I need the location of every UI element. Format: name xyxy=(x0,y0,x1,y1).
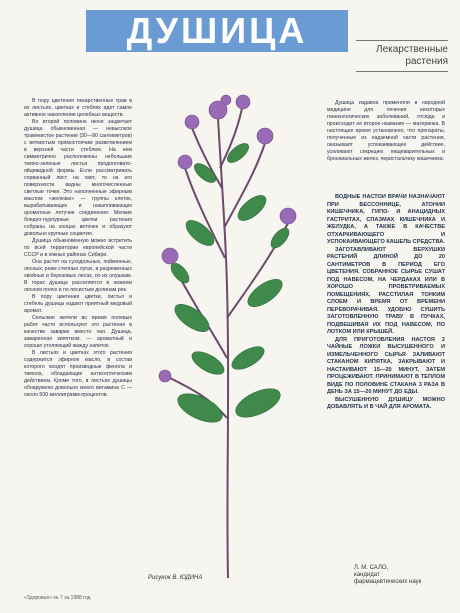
illustration-caption: Рисунок В. ЮДИНА xyxy=(148,575,203,581)
caps-paragraph: ВЫСУШЕННУЮ ДУШИЦУ МОЖНО ДОБАВЛЯТЬ И В ЧАЙ ДЛЯ АРОМАТА. xyxy=(327,396,445,410)
left-paragraph: В листьях и цветках этого растения содержится эфирное масло, в состав которого входят производные фенола и тимола, обладающие антисептическим действием. Кроме того, в листьях душицы обнаружено довольно много витамина С — около 500 миллиграмм-процентов. xyxy=(24,350,132,398)
right-paragraph: Душица издавна применяли в народной медицине для лечения некоторых гинекологических заболеваний, отсюда и происходит ее второе название — материнка. В настоящее время установлено, что препараты, полученные из надземной части растения, оказывают успокаивающее действие, усиливают секрецию пищеварительных и бронхиальных желез, перистальтику кишечника. xyxy=(327,100,445,162)
left-paragraph: Душица обыкновенную можно встретить по всей территории европейской части СССР и в южных районах Сибири. xyxy=(24,238,132,258)
right-column-caps xyxy=(327,194,445,412)
caps-paragraph: ВОДНЫЕ НАСТОИ ВРАЧИ НАЗНАЧАЮТ ПРИ БЕССОННИЦЕ, АТОНИИ КИШЕЧНИКА, ГИПО- И АНАЦИДНЫХ ГАСТРИТАХ, СПАЗМАХ КИШЕЧНИКА И ЖЕЛУДКА, А ТАКЖЕ В КАЧЕСТВЕ ОТХАРКИВАЮЩЕГО И УСПОКАИВАЮЩЕГО КАШЕЛЬ СРЕДСТВА. xyxy=(327,194,445,245)
oregano-illustration xyxy=(130,58,325,588)
right-column-intro xyxy=(327,100,445,163)
left-paragraph: В пору цветения цветки, листья и стебель душицы издают приятный медовый аромат. xyxy=(24,294,132,314)
plant-stems xyxy=(170,108,288,578)
left-paragraph: Она растет на суходольных, пойменных, лесных, реже степных лугах, в разреженных хвойных и березовых лесах, по их опушкам. В горах душица расселяется в нижнем лесном поясе и по лесистым долинам рек. xyxy=(24,259,132,293)
author-field: фармацевтических наук xyxy=(354,579,422,585)
left-paragraph: Во второй половине июня зацветает душица обыкновенная — невысокое травянистое растение (30—90 сантиметров) с ветвистым прямостоячим разветвлением в верхней части стеблем. На нем симметрично расположены небольшие темно-зеленые листья продолговато-яйцевидной формы. Если рассматривать сорванный лист на свет, то на его поверхности видны многочисленные светлые точки. Это наполненные эфирным маслом «железки» — группы клеток, вырабатывающих и накапливающих ароматные летучие соединения. Мелкие бледно-пурпурные цветки растения собраны на концах веточек и образуют довольно крупные соцветия. xyxy=(24,119,132,237)
rubric-label xyxy=(356,40,448,72)
rubric-line-1: Лекарственные xyxy=(376,44,448,55)
rubric-line-2: растения xyxy=(405,56,448,67)
left-paragraph: Сельские жители во время полевых работ часто используют это растение в качестве заварки вместо чая. Душица, заваренная кипятком, — ароматный и хорошо утоляющий жажду напиток. xyxy=(24,315,132,349)
author-name: Л. М. САЛО, xyxy=(354,565,389,571)
source-footer: «Здоровье» № 7 за 1988 год xyxy=(24,595,91,601)
plant-leaves xyxy=(168,140,293,428)
title-banner xyxy=(86,10,348,52)
left-column xyxy=(24,98,132,399)
author-degree: кандидат xyxy=(354,572,380,578)
page-title: ДУШИЦА xyxy=(126,10,308,51)
author-signature xyxy=(354,565,446,586)
caps-paragraph: ЗАГОТАВЛИВАЮТ ВЕРХУШКИ РАСТЕНИЙ ДЛИНОЙ ДО 20 САНТИМЕТРОВ В ПЕРИОД ЕГО ЦВЕТЕНИЯ. СОБРАННОЕ СЫРЬЕ СУШАТ ПОД НАВЕСОМ, НА ЧЕРДАКАХ ИЛИ В ХОРОШО ПРОВЕТРИВАЕМЫХ ПОМЕЩЕНИЯХ, РАССТИЛАЯ ТОНКИМ СЛОЕМ И ВРЕМЯ ОТ ВРЕМЕНИ ПЕРЕВОРАЧИВАЯ. УДОБНО СУШИТЬ ЗАГОТОВЛЕННУЮ ТРАВУ В ПУЧКАХ, ПОДВЕШИВАЯ ИХ ПОД НАВЕСОМ, ПО ЛОТКОМ ИЛИ КРЫШЕЙ. xyxy=(327,246,445,335)
left-paragraph: В пору цветения лекарственных трав в их листьях, цветках и стеблях идет самое активное накопление целебных веществ. xyxy=(24,98,132,118)
caps-paragraph: ДЛЯ ПРИГОТОВЛЕНИЯ НАСТОЯ 2 ЧАЙНЫЕ ЛОЖКИ ВЫСУШЕННОГО И ИЗМЕЛЬЧЕННОГО СЫРЬЯ ЗАЛИВАЮТ СТАКАНОМ КИПЯТКА, ЗАКРЫВАЮТ И НАСТАИВАЮТ 15—20 МИНУТ, ЗАТЕМ ПРОЦЕЖИВАЮТ. ПРИНИМАЮТ В ТЕПЛОМ ВИДЕ ПО ПОЛОВИНЕ СТАКАНА 3 РАЗА В ДЕНЬ ЗА 15—20 МИНУТ ДО ЕДЫ. xyxy=(327,336,445,395)
